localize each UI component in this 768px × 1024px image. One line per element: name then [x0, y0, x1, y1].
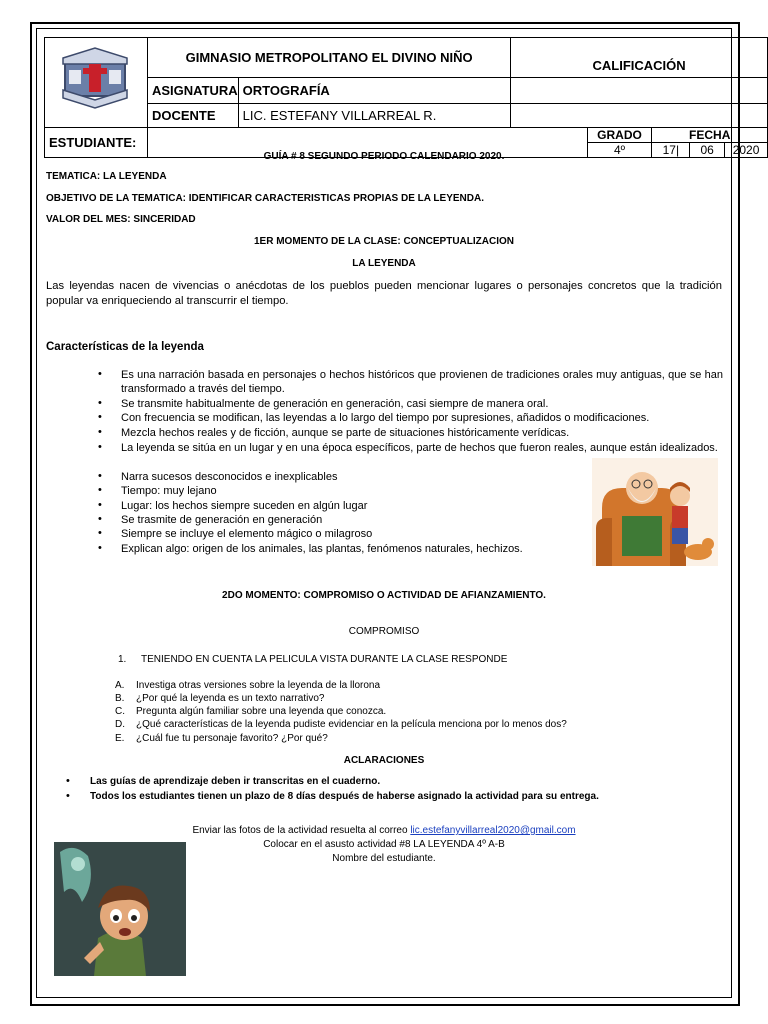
email-link[interactable]: lic.estefanyvillarreal2020@gmail.com: [410, 825, 576, 836]
bullet: •: [98, 527, 102, 539]
characteristic-item: Narra sucesos desconocidos e inexplicables: [121, 471, 338, 483]
fecha-day: 17|: [652, 143, 690, 158]
name-instructions: Nombre del estudiante.: [332, 853, 436, 864]
question-text: Investiga otras versiones sobre la leyenda de la llorona: [136, 680, 381, 691]
objetivo: OBJETIVO DE LA TEMATICA: IDENTIFICAR CARACTERISTICAS PROPIAS DE LA LEYENDA.: [46, 193, 484, 204]
question-text: ¿Por qué la leyenda es un texto narrativo?: [136, 693, 325, 704]
question-letter: E.: [115, 733, 125, 744]
bullet: •: [98, 411, 102, 423]
school-logo-cell: [45, 38, 148, 128]
tematica: TEMATICA: LA LEYENDA: [46, 171, 167, 182]
bullet: •: [98, 441, 102, 453]
aclaracion-item: Las guías de aprendizaje deben ir transcritas en el cuaderno.: [90, 776, 381, 787]
fecha-month: 06: [690, 143, 725, 158]
section-title: LA LEYENDA: [352, 258, 416, 269]
docente-label: DOCENTE: [147, 104, 238, 128]
estudiante-label: ESTUDIANTE:: [45, 128, 148, 158]
bullet: •: [98, 426, 102, 438]
grandfather-and-child-illustration: [592, 458, 718, 566]
calificacion-label: CALIFICACIÓN: [511, 38, 768, 78]
characteristic-item: Se trasmite de generación en generación: [121, 514, 323, 526]
send-text: Enviar las fotos de la actividad resuelta al correo: [192, 825, 411, 836]
characteristic-item: La leyenda se sitúa en un lugar y en una época específicos, parte de hechos que fueron reales, aunque están idealizados.: [121, 442, 718, 454]
characteristic-item: Tiempo: muy lejano: [121, 485, 217, 497]
question-text: Pregunta algún familiar sobre una leyenda que conozca.: [136, 706, 387, 717]
bullet: •: [98, 368, 102, 380]
bullet: •: [98, 470, 102, 482]
llorona-scared-child-illustration: [54, 842, 186, 976]
question-letter: B.: [115, 693, 125, 704]
header-table: [44, 37, 768, 158]
moment-1-heading: 1ER MOMENTO DE LA CLASE: CONCEPTUALIZACION: [253, 236, 514, 247]
question-text: ¿Qué características de la leyenda pudiste evidenciar en la película menciona por lo menos dos?: [136, 719, 567, 730]
send-instructions: [0, 825, 768, 836]
task-instruction: TENIENDO EN CUENTA LA PELICULA VISTA DURANTE LA CLASE RESPONDE: [141, 654, 508, 665]
characteristic-item: Explican algo: origen de los animales, las plantas, fenómenos naturales, hechizos.: [121, 543, 523, 555]
question-letter: A.: [115, 680, 125, 691]
asignatura-label: ASIGNATURA: [147, 78, 238, 104]
subject-instructions: Colocar en el asusto actividad #8 LA LEYENDA 4º A-B: [263, 839, 505, 850]
compromiso-heading: COMPROMISO: [348, 626, 420, 637]
guide-title: GUÍA # 8 SEGUNDO PERIODO CALENDARIO 2020.: [263, 151, 505, 162]
characteristic-item: Lugar: los hechos siempre suceden en algún lugar: [121, 500, 368, 512]
bullet: •: [66, 790, 70, 802]
calificacion-cell-2: [511, 78, 768, 104]
question-letter: D.: [115, 719, 125, 730]
characteristic-item: Siempre se incluye el elemento mágico o milagroso: [121, 528, 373, 540]
question-text: ¿Cuál fue tu personaje favorito? ¿Por qué?: [136, 733, 328, 744]
grado-label: GRADO: [587, 128, 652, 143]
characteristic-item: Mezcla hechos reales y de ficción, aunque se parte de situaciones históricamente verídicas.: [121, 427, 570, 439]
school-crest-icon: [45, 38, 145, 122]
valor-del-mes: VALOR DEL MES: SINCERIDAD: [46, 214, 196, 225]
asignatura-value: ORTOGRAFÍA: [238, 78, 511, 104]
bullet: •: [98, 499, 102, 511]
school-name: GIMNASIO METROPOLITANO EL DIVINO NIÑO: [147, 38, 510, 78]
bullet: •: [98, 484, 102, 496]
bullet: •: [98, 513, 102, 525]
bullet: •: [98, 397, 102, 409]
bullet: •: [98, 542, 102, 554]
grado-value: 4º: [587, 143, 652, 158]
question-letter: C.: [115, 706, 125, 717]
characteristic-item: Con frecuencia se modifican, las leyendas a lo largo del tiempo por supresiones, añadidos o modificaciones.: [121, 412, 650, 424]
fecha-label: FECHA: [652, 128, 768, 143]
fecha-year: 2020: [725, 143, 768, 158]
bullet: •: [66, 775, 70, 787]
intro-paragraph: Las leyendas nacen de vivencias o anécdotas de los pueblos pueden mencionar lugares o personajes concretos que la tradición popular va enriqueciendo al transcurrir el tiempo.: [46, 280, 722, 307]
calificacion-cell-3: [511, 104, 768, 128]
characteristic-item: Es una narración basada en personajes o hechos históricos que provienen de tradiciones orales muy antiguas, que se han transformado a través del tiempo.: [121, 369, 723, 396]
moment-2-heading: 2DO MOMENTO: COMPROMISO O ACTIVIDAD DE AFIANZAMIENTO.: [222, 590, 546, 601]
docente-value: LIC. ESTEFANY VILLARREAL R.: [238, 104, 511, 128]
characteristic-item: Se transmite habitualmente de generación en generación, casi siempre de manera oral.: [121, 398, 549, 410]
aclaraciones-heading: ACLARACIONES: [343, 755, 425, 766]
aclaracion-item: Todos los estudiantes tienen un plazo de 8 días después de haberse asignado la actividad para su entrega.: [90, 791, 599, 802]
characteristics-title: Características de la leyenda: [46, 341, 204, 353]
task-number: 1.: [118, 654, 127, 665]
